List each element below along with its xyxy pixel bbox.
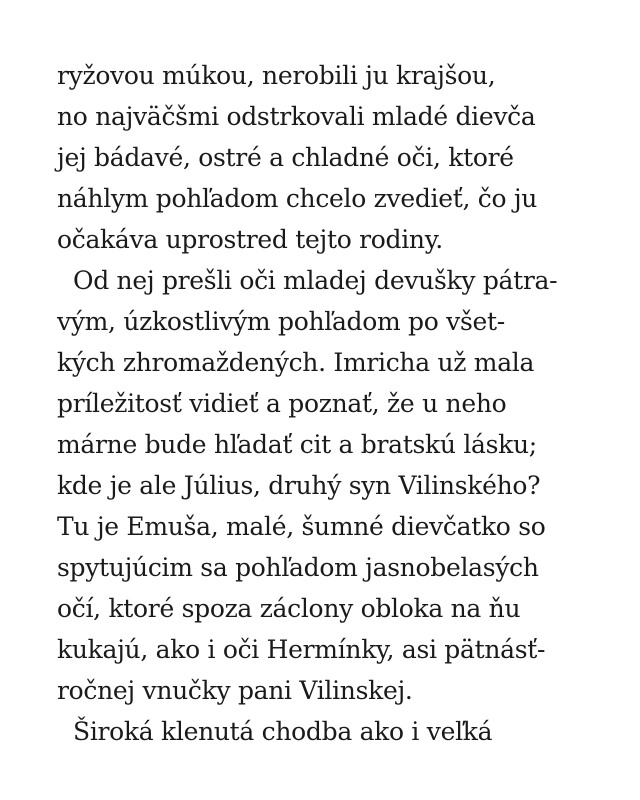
paragraph-start-line: Široká klenutá chodba ako i veľká [73,717,493,746]
text-line: ryžovou múkou, nerobili ju krajšou, [57,61,496,90]
text-line: Tu je Emuša, malé, šumné dievčatko so [57,512,546,541]
text-line: jej bádavé, ostré a chladné oči, ktoré [57,143,514,172]
paragraph-start-line: Od nej prešli oči mladej devušky pátra- [73,266,558,295]
text-line: očí, ktoré spoza záclony obloka na ňu [57,594,521,623]
text-line: spytujúcim sa pohľadom jasnobelasých [57,553,539,582]
text-line: márne bude hľadať cit a bratskú lásku; [57,430,537,459]
text-line: očakáva uprostred tejto rodiny. [57,225,443,254]
text-body [57,55,617,752]
text-line: vým, úzkostlivým pohľadom po všet- [57,307,505,336]
text-line: kde je ale Július, druhý syn Vilinského? [57,471,541,500]
text-line: ročnej vnučky pani Vilinskej. [57,676,413,705]
text-line: no najväčšmi odstrkovali mladé dievča [57,102,536,131]
text-line: kých zhromaždených. Imricha už mala [57,348,535,377]
text-line: náhlym pohľadom chcelo zvedieť, čo ju [57,184,538,213]
text-line: kukajú, ako i oči Hermínky, asi pätnásť- [57,635,546,664]
text-line: príležitosť vidieť a poznať, že u neho [57,389,507,418]
